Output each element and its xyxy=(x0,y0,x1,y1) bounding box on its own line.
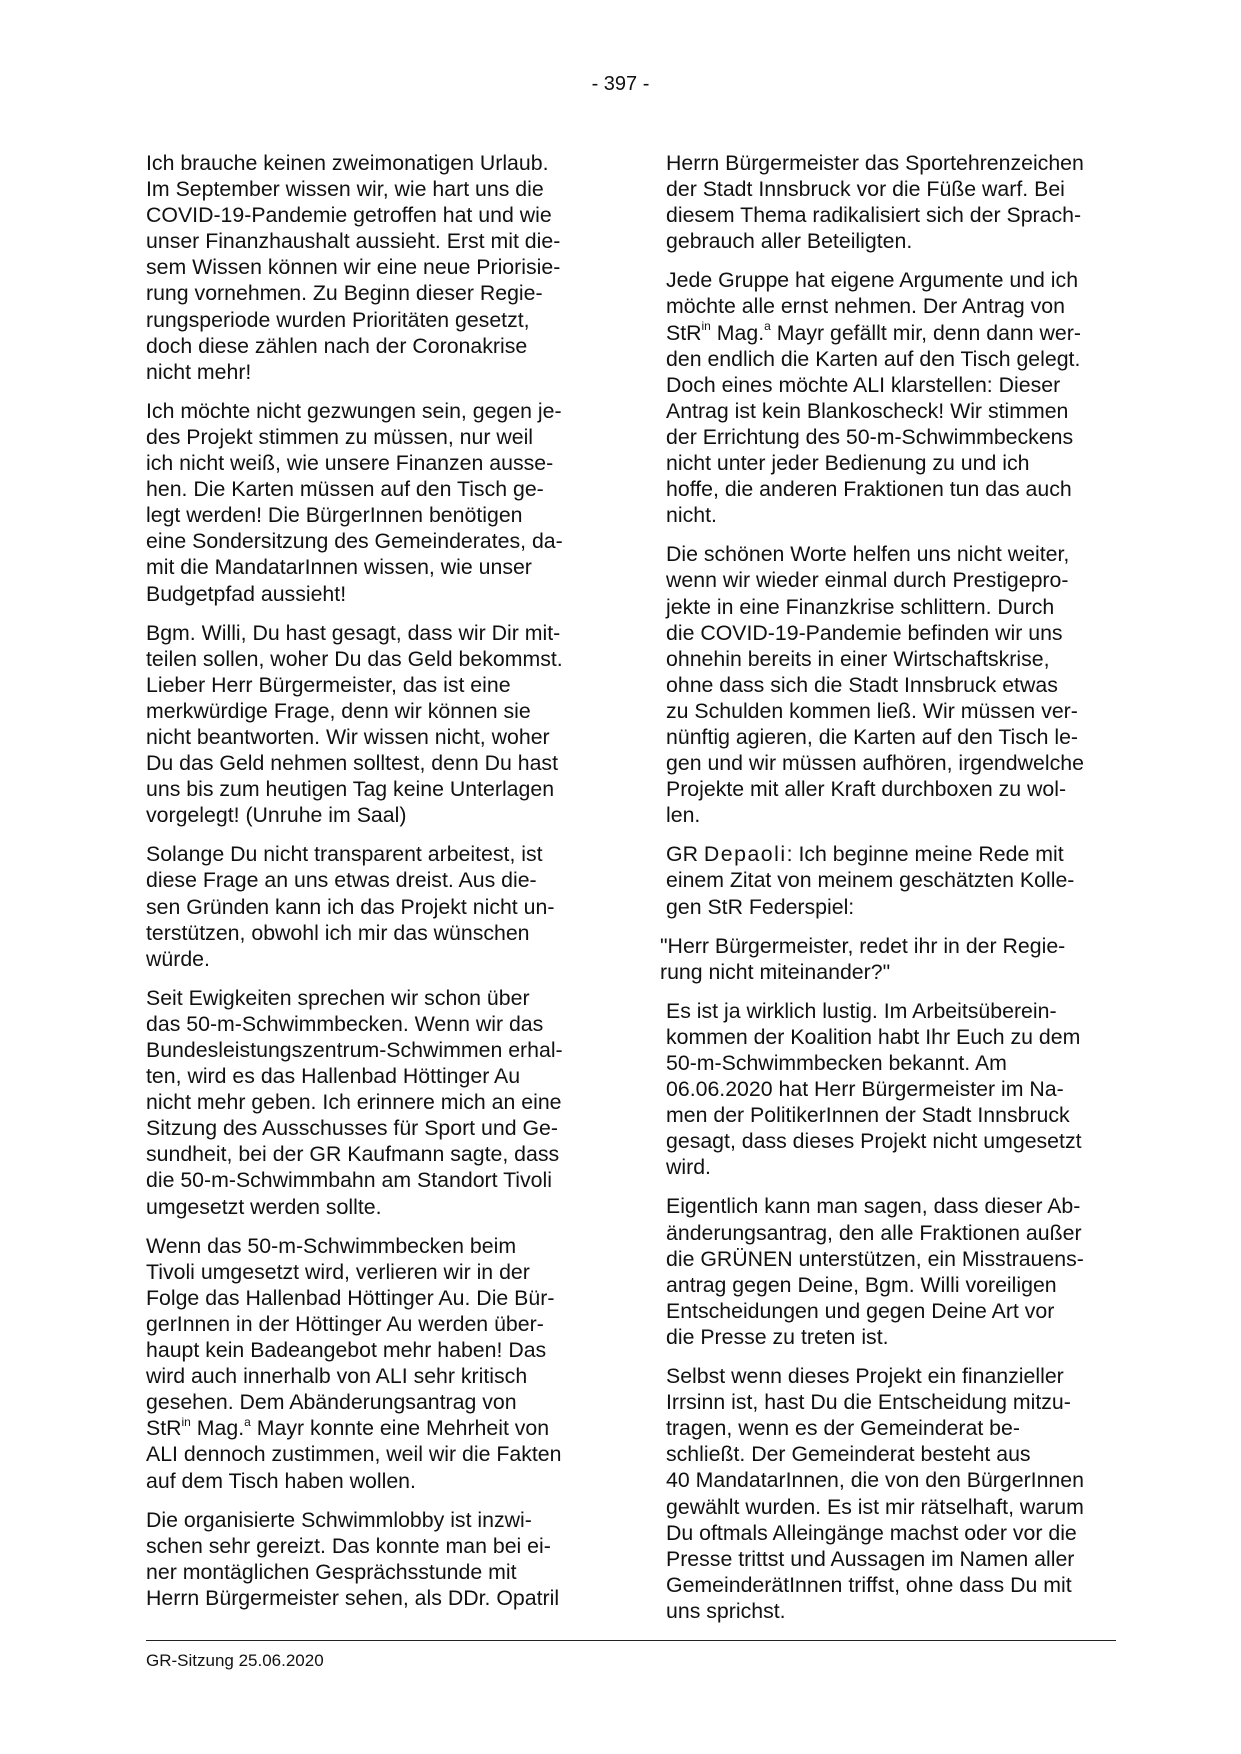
text-line: möchte alle ernst nehmen. Der Antrag von xyxy=(666,294,1065,319)
text-line: "Herr Bürgermeister, redet ihr in der Regie- xyxy=(660,933,1066,958)
text-line: Bundesleistungszentrum-Schwimmen erhal- xyxy=(146,1038,563,1062)
text-line: ALI dennoch zustimmen, weil wir die Fakten xyxy=(146,1442,562,1467)
paragraph xyxy=(146,620,588,829)
text-line: sen Gründen kann ich das Projekt nicht un- xyxy=(146,894,555,919)
text-line: Im September wissen wir, wie hart uns die xyxy=(146,177,544,202)
text-line: merkwürdige Frage, denn wir können sie xyxy=(146,698,531,723)
text-line: die GRÜNEN unterstützen, ein Misstrauens- xyxy=(666,1246,1084,1271)
paragraph xyxy=(666,998,1116,1181)
footer-divider xyxy=(146,1640,1116,1641)
superscript: in xyxy=(181,1415,191,1430)
text-line: terstützen, obwohl ich mir das wünschen xyxy=(146,920,530,945)
text-line: ner montäglichen Gesprächsstunde mit xyxy=(146,1559,517,1584)
paragraph-lines xyxy=(146,1442,561,1492)
paragraph xyxy=(146,985,588,1220)
text-line: men der PolitikerInnen der Stadt Innsbruck xyxy=(666,1103,1070,1128)
text-line: legt werden! Die BürgerInnen benötigen xyxy=(146,503,523,528)
text-line: Du das Geld nehmen solltest, denn Du hast xyxy=(146,751,558,776)
text-line: sem Wissen können wir eine neue Priorisie- xyxy=(146,255,561,280)
text-line: die Presse zu treten ist. xyxy=(666,1324,889,1349)
text-line: Die schönen Worte helfen uns nicht weiter, xyxy=(666,542,1070,567)
paragraph-lines xyxy=(146,1234,554,1415)
paragraph-lines xyxy=(666,268,1078,318)
text-line: änderungsantrag, den alle Fraktionen außer xyxy=(666,1220,1082,1245)
paragraph xyxy=(666,1363,1116,1624)
page-number: - 397 - xyxy=(591,73,650,95)
paragraph xyxy=(146,398,588,607)
text-line: diesem Thema radikalisiert sich der Sprach- xyxy=(666,203,1082,228)
text-line: der Stadt Innsbruck vor die Füße warf. Bei xyxy=(666,177,1065,202)
paragraph xyxy=(146,1233,588,1494)
text-line: COVID-19-Pandemie getroffen hat und wie xyxy=(146,203,552,228)
text-line: Antrag ist kein Blankoscheck! Wir stimmen xyxy=(666,398,1069,423)
text-line: nicht. xyxy=(666,503,717,528)
text-line: doch diese zählen nach der Coronakrise xyxy=(146,333,528,358)
text-line: Herrn Bürgermeister sehen, als DDr. Opatril xyxy=(146,1585,560,1610)
text-line: ohne dass sich die Stadt Innsbruck etwas xyxy=(666,672,1058,697)
quote-paragraph xyxy=(660,933,1116,985)
text-line: Selbst wenn dieses Projekt ein finanzieller xyxy=(666,1364,1064,1389)
text-line: Wenn das 50-m-Schwimmbecken beim xyxy=(146,1233,517,1258)
title-str: StR xyxy=(146,1416,182,1441)
text-line: nünftig agieren, die Karten auf den Tisch le- xyxy=(666,724,1079,749)
paragraph xyxy=(146,1507,588,1611)
text-line: tragen, wenn es der Gemeinderat be- xyxy=(666,1416,1020,1441)
text-line: Projekte mit aller Kraft durchboxen zu wol- xyxy=(666,777,1067,802)
text-line: Lieber Herr Bürgermeister, das ist eine xyxy=(146,672,511,697)
text-line: den endlich die Karten auf den Tisch gelegt. xyxy=(666,346,1081,371)
title-mag: Mag. xyxy=(710,320,765,345)
text-line: Du oftmals Alleingänge machst oder vor die xyxy=(666,1520,1077,1545)
text-line: uns sprichst. xyxy=(666,1598,786,1623)
text-run: Mayr gefällt mir, denn dann wer- xyxy=(770,320,1081,345)
text-line: schließt. Der Gemeinderat besteht aus xyxy=(666,1442,1031,1467)
speaker-prefix: GR xyxy=(666,842,704,867)
text-line: Ich möchte nicht gezwungen sein, gegen je- xyxy=(146,398,562,423)
paragraph xyxy=(666,1193,1116,1350)
text-line: gesehen. Dem Abänderungsantrag von xyxy=(146,1390,517,1415)
text-line: Sitzung des Ausschusses für Sport und Ge- xyxy=(146,1116,558,1141)
paragraph xyxy=(146,150,588,385)
text-line: Tivoli umgesetzt wird, verlieren wir in der xyxy=(146,1259,530,1284)
paragraph xyxy=(666,541,1116,828)
text-line: die COVID-19-Pandemie befinden wir uns xyxy=(666,620,1063,645)
superscript: in xyxy=(701,319,711,334)
text-line: ohnehin bereits in einer Wirtschaftskrise, xyxy=(666,646,1050,671)
text-line: Herrn Bürgermeister das Sportehrenzeichen xyxy=(666,151,1084,175)
text-line: Seit Ewigkeiten sprechen wir schon über xyxy=(146,985,530,1010)
text-line: 50-m-Schwimmbecken bekannt. Am xyxy=(666,1051,1007,1075)
text-line: Ich brauche keinen zweimonatigen Urlaub. xyxy=(146,151,549,175)
text-line: nicht mehr! xyxy=(146,359,252,384)
text-line: des Projekt stimmen zu müssen, nur weil xyxy=(146,424,534,449)
text-line: GemeinderätInnen triffst, ohne dass Du mit xyxy=(666,1572,1072,1597)
text-line: Bgm. Willi, Du hast gesagt, dass wir Dir mit- xyxy=(146,620,561,645)
text-line: Presse trittst und Aussagen im Namen aller xyxy=(666,1546,1075,1571)
text-line: mit die MandatarInnen wissen, wie unser xyxy=(146,555,532,580)
text-line: gesagt, dass dieses Projekt nicht umgesetzt xyxy=(666,1129,1082,1154)
text-line: antrag gegen Deine, Bgm. Willi voreiligen xyxy=(666,1272,1057,1297)
text-line: Solange Du nicht transparent arbeitest, ist xyxy=(146,842,543,867)
text-line: umgesetzt werden sollte. xyxy=(146,1194,382,1219)
text-line: auf dem Tisch haben wollen. xyxy=(146,1468,416,1493)
text-line: rungsperiode wurden Prioritäten gesetzt, xyxy=(146,307,530,332)
text-run: : Ich beginne meine Rede mit xyxy=(786,842,1064,867)
text-line: wird. xyxy=(666,1155,711,1180)
text-line: nicht mehr geben. Ich erinnere mich an eine xyxy=(146,1090,562,1115)
paragraph xyxy=(146,841,588,971)
footer-session-date: GR-Sitzung 25.06.2020 xyxy=(146,1651,324,1670)
text-line: 06.06.2020 hat Herr Bürgermeister im Na- xyxy=(666,1077,1064,1102)
paragraph xyxy=(666,150,1116,254)
text-line: hoffe, die anderen Fraktionen tun das auch xyxy=(666,477,1072,502)
text-line: Folge das Hallenbad Höttinger Au. Die Bür- xyxy=(146,1285,555,1310)
text-line: gebrauch aller Beteiligten. xyxy=(666,229,913,254)
text-line: Entscheidungen und gegen Deine Art vor xyxy=(666,1298,1055,1323)
text-line: kommen der Koalition habt Ihr Euch zu dem xyxy=(666,1024,1081,1049)
paragraph xyxy=(666,841,1116,919)
text-line: rung nicht miteinander?" xyxy=(660,959,891,984)
right-column xyxy=(660,150,1116,1637)
text-line: einem Zitat von meinem geschätzten Kolle- xyxy=(666,868,1075,893)
text-line: eine Sondersitzung des Gemeinderates, da- xyxy=(146,529,563,554)
text-line: gen StR Federspiel: xyxy=(666,894,855,919)
text-line: nicht unter jeder Bedienung zu und ich xyxy=(666,451,1030,476)
text-line: ten, wird es das Hallenbad Höttinger Au xyxy=(146,1064,521,1089)
paragraph-lines xyxy=(666,868,1074,918)
text-run: Mayr konnte eine Mehrheit von xyxy=(250,1416,550,1441)
text-line: sundheit, bei der GR Kaufmann sagte, dass xyxy=(146,1142,560,1167)
title-str: StR xyxy=(666,320,702,345)
text-line: vorgelegt! (Unruhe im Saal) xyxy=(146,803,407,828)
text-line: ich nicht weiß, wie unsere Finanzen ausse- xyxy=(146,451,554,476)
text-line: zu Schulden kommen ließ. Wir müssen ver- xyxy=(666,698,1078,723)
text-line: hen. Die Karten müssen auf den Tisch ge- xyxy=(146,477,544,502)
text-line: würde. xyxy=(146,946,210,971)
text-line: 40 MandatarInnen, die von den BürgerInnen xyxy=(666,1468,1084,1493)
paragraph-lines xyxy=(666,347,1080,528)
paragraph xyxy=(666,267,1116,528)
text-line: schen sehr gereizt. Das konnte man bei ei- xyxy=(146,1533,551,1558)
text-line: das 50-m-Schwimmbecken. Wenn wir das xyxy=(146,1011,544,1036)
text-line: jekte in eine Finanzkrise schlittern. Durch xyxy=(666,594,1055,619)
text-line: die 50-m-Schwimmbahn am Standort Tivoli xyxy=(146,1168,552,1193)
superscript: a xyxy=(244,1415,251,1430)
text-line: Die organisierte Schwimmlobby ist inzwi- xyxy=(146,1507,532,1532)
text-line: teilen sollen, woher Du das Geld bekommst. xyxy=(146,646,563,671)
text-line: nicht beantworten. Wir wissen nicht, woher xyxy=(146,724,550,749)
title-mag: Mag. xyxy=(190,1416,245,1441)
superscript: a xyxy=(764,319,771,334)
text-line: unser Finanzhaushalt aussieht. Erst mit die- xyxy=(146,229,561,254)
left-column xyxy=(146,150,588,1624)
speaker-name: Depaoli xyxy=(703,842,787,867)
text-line: gewählt wurden. Es ist mir rätselhaft, warum xyxy=(666,1494,1084,1519)
text-line: Doch eines möchte ALI klarstellen: Dieser xyxy=(666,372,1061,397)
text-line: der Errichtung des 50-m-Schwimmbeckens xyxy=(666,424,1074,449)
text-line: gen und wir müssen aufhören, irgendwelche xyxy=(666,751,1084,776)
text-line: Eigentlich kann man sagen, dass dieser Ab- xyxy=(666,1194,1081,1219)
text-line: Jede Gruppe hat eigene Argumente und ich xyxy=(666,268,1079,293)
text-line: gerInnen in der Höttinger Au werden über- xyxy=(146,1311,544,1336)
text-line: diese Frage an uns etwas dreist. Aus die- xyxy=(146,868,537,893)
text-line: rung vornehmen. Zu Beginn dieser Regie- xyxy=(146,281,543,306)
text-line: Es ist ja wirklich lustig. Im Arbeitsüberein- xyxy=(666,998,1057,1023)
text-line: haupt kein Badeangebot mehr haben! Das xyxy=(146,1338,547,1363)
text-line: wenn wir wieder einmal durch Prestigepro- xyxy=(666,568,1069,593)
text-line: uns bis zum heutigen Tag keine Unterlagen xyxy=(146,777,555,802)
text-line: len. xyxy=(666,803,701,828)
text-line: wird auch innerhalb von ALI sehr kritisch xyxy=(146,1364,528,1389)
text-line: Budgetpfad aussieht! xyxy=(146,581,347,606)
text-line: Irrsinn ist, hast Du die Entscheidung mitzu- xyxy=(666,1390,1071,1415)
